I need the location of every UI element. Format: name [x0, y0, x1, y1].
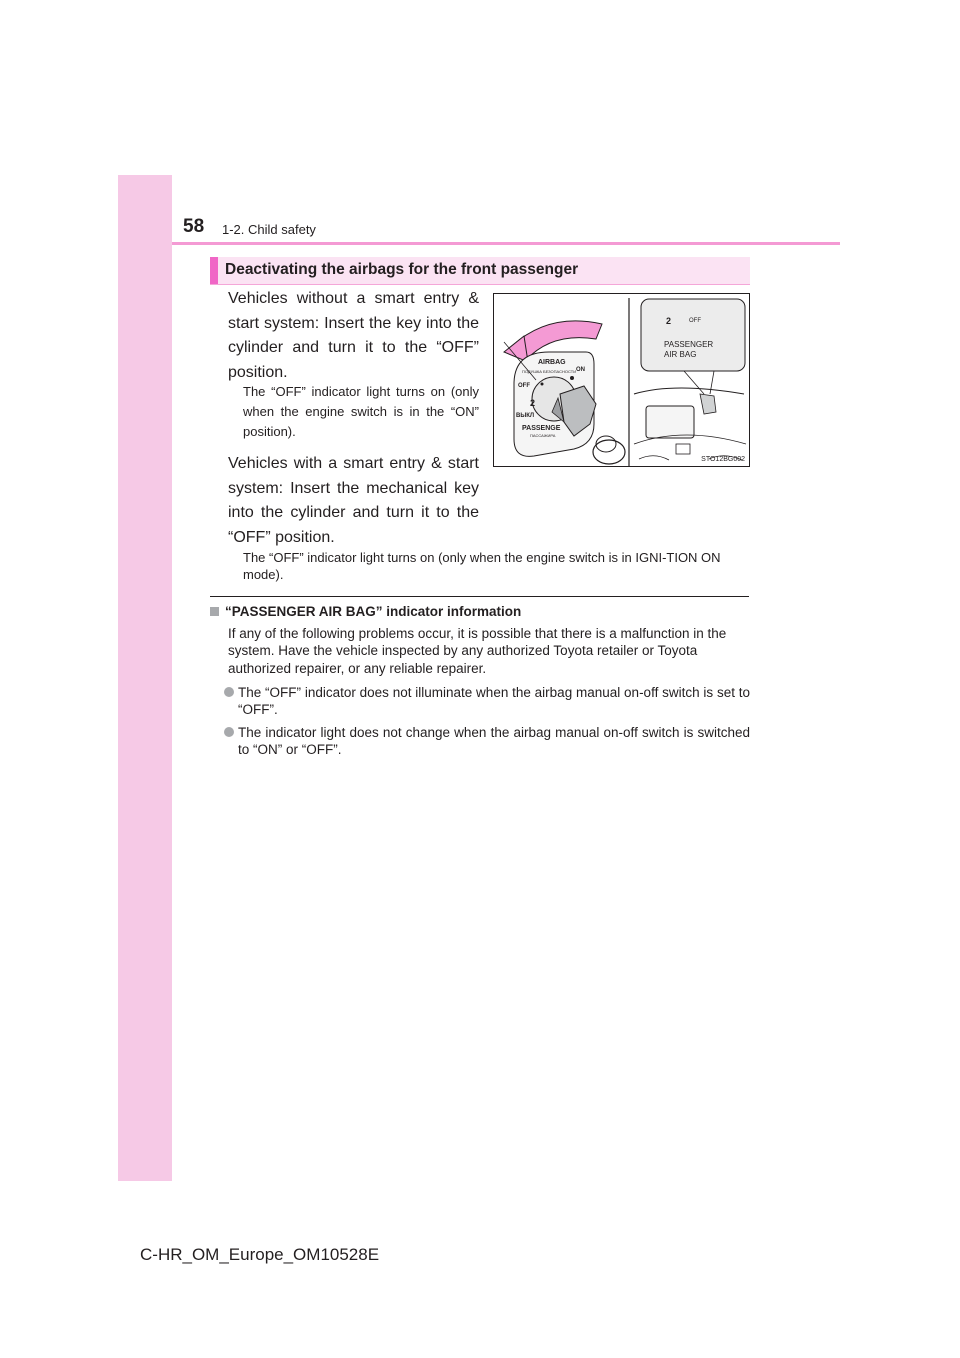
list-item-text: The indicator light does not change when the airbag manual on-off switch is switched to “ON” or “OFF”.	[238, 725, 750, 758]
header-rule	[172, 242, 840, 245]
section-title: 1-2. Child safety	[222, 222, 316, 237]
heading-text: Deactivating the airbags for the front passenger	[225, 261, 579, 278]
step1-note: The “OFF” indicator light turns on (only when the engine switch is in the “ON” position).	[243, 384, 479, 439]
switch-label-off: OFF	[518, 383, 530, 389]
step2-note: The “OFF” indicator light turns on (only when the engine switch is in IGNI-TION ON mode).	[243, 550, 721, 582]
info-title	[210, 604, 521, 619]
info-title-text: “PASSENGER AIR BAG” indicator information	[225, 604, 522, 619]
side-color-band	[118, 175, 172, 1181]
indicator-line2: AIR BAG	[664, 350, 697, 359]
switch-label-off-ru: ВЫКЛ	[516, 413, 535, 419]
switch-label-airbag-ru: ПОДУШКА БЕЗОПАСНОСТИ	[522, 369, 577, 374]
step2-text: Vehicles with a smart entry & start system: Insert the mechanical key into the cylinder and turn it to the “OFF” position.	[228, 455, 479, 546]
heading-underline	[210, 284, 750, 285]
footer-doc-id: C-HR_OM_Europe_OM10528E	[140, 1245, 380, 1264]
switch-label-airbag: AIRBAG	[538, 359, 566, 366]
step1-text: Vehicles without a smart entry & start system: Insert the key into the cylinder and turn it to the “OFF” position.	[228, 290, 479, 381]
indicator-line1: PASSENGER	[664, 340, 714, 349]
bullet-dot-icon	[224, 687, 234, 697]
switch-label-passenger-ru: ПАССАЖИРА	[530, 433, 556, 438]
list-item-text: The “OFF” indicator does not illuminate when the airbag manual on-off switch is set to “OFF”.	[238, 685, 750, 718]
square-bullet-icon	[210, 607, 219, 616]
switch-label-on: ON	[576, 367, 585, 373]
bullet-dot-icon	[224, 727, 234, 737]
switch-label-passenger: PASSENGE	[522, 425, 561, 432]
indicator-off: OFF	[689, 318, 701, 324]
heading-bar	[210, 257, 750, 284]
indicator-num: 2	[666, 316, 672, 326]
page-number: 58	[183, 216, 205, 237]
figure-code: STO12BG002	[701, 456, 745, 463]
info-rule	[210, 596, 749, 597]
airbag-switch-illustration	[493, 293, 750, 467]
switch-label-num: 2	[530, 398, 536, 408]
info-body: If any of the following problems occur, it is possible that there is a malfunction in the system. Have the vehicle inspected by any authorized Toyota retailer or Toyota authorized repairer, or any reliable repairer.	[228, 626, 727, 676]
heading-accent	[210, 257, 218, 284]
